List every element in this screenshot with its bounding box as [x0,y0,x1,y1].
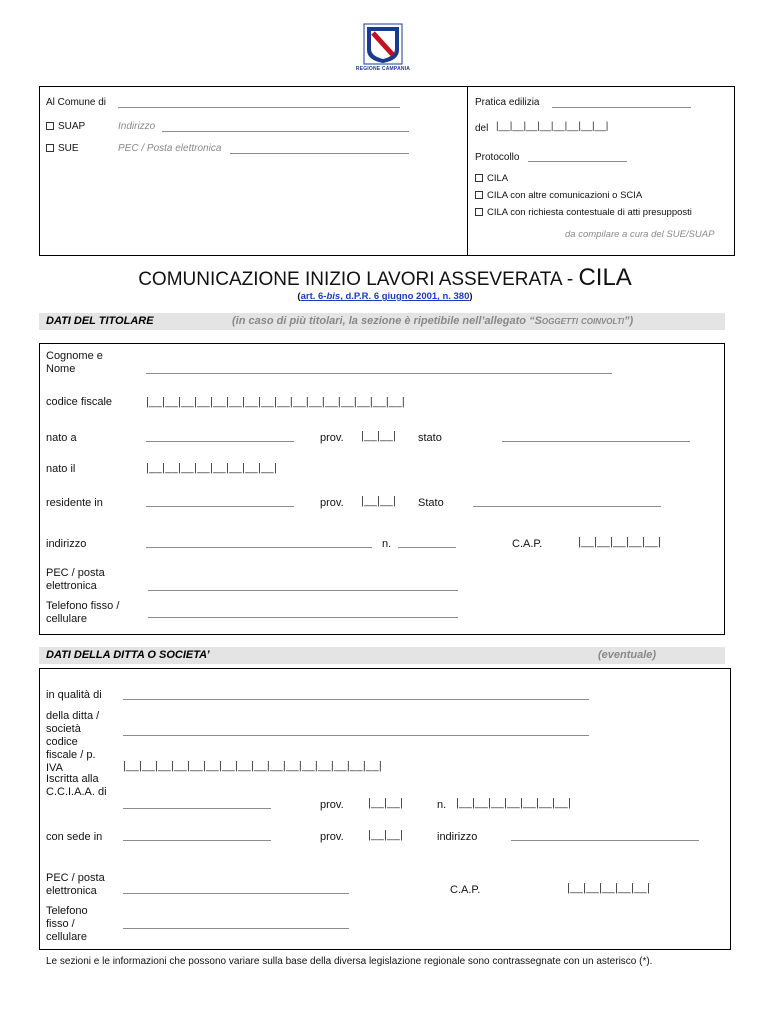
ditta-cf-field[interactable]: |__|__|__|__|__|__|__|__|__|__|__|__|__|__|__|__| [123,760,383,772]
ditta-field[interactable] [123,735,589,736]
pratica-label: Pratica edilizia [475,97,540,108]
cciaa-n-field[interactable]: |__|__|__|__|__|__|__| [456,797,572,809]
telefono-field[interactable] [148,617,458,618]
ref-open: ( [297,291,301,302]
option-cila-atti[interactable] [475,207,692,218]
ref-close: ) [469,291,473,302]
titolare-band-title: DATI DEL TITOLARE [46,315,154,327]
sue-label: SUE [58,143,79,154]
comune-label: Al Comune di [46,97,107,108]
qualita-label: in qualità di [46,689,102,701]
option-cila-label: CILA [487,173,509,184]
band-note-a: (in caso di più titolari, la sezione è ripetibile nell’allegato “ [232,315,535,327]
sue-option[interactable] [46,143,79,154]
pec-label: PEC / posta elettronica [46,567,105,592]
sede-indirizzo-label: indirizzo [437,831,478,843]
option-cila-atti-label: CILA con richiesta contestuale di atti presupposti [487,207,692,218]
titolare-box [39,343,725,635]
sue-checkbox[interactable] [46,144,54,152]
numero-label: n. [382,538,392,550]
ditta-label: della ditta / società [46,710,100,735]
residente-label: residente in [46,497,103,509]
form-title-main: COMUNICAZIONE INIZIO LAVORI ASSEVERATA - [138,269,579,290]
sede-field[interactable] [123,840,271,841]
cila-atti-checkbox[interactable] [475,208,483,216]
form-title-cila: CILA [578,264,632,291]
nato-il-field[interactable]: |__|__|__|__|__|__|__|__| [146,462,278,474]
ditta-pec-field[interactable] [123,893,349,894]
cciaa-label: Iscritta alla C.C.I.A.A. di [46,773,107,798]
ditta-telefono-field[interactable] [123,928,349,929]
pratica-field[interactable] [552,107,691,108]
legal-reference-link[interactable] [300,291,473,302]
ditta-cf-label: codice fiscale / p. IVA [46,736,96,774]
res-stato-label: Stato [418,497,444,509]
ditta-band-title: DATI DELLA DITTA O SOCIETA’ [46,649,210,661]
cciaa-n-label: n. [437,799,447,811]
telefono-label: Telefono fisso / cellulare [46,600,120,625]
indirizzo-label: indirizzo [46,538,87,550]
sede-label: con sede in [46,831,103,843]
sue-pec-field[interactable] [230,153,409,154]
sede-indirizzo-field[interactable] [511,840,699,841]
pec-field[interactable] [148,590,458,591]
option-cila-scia-label: CILA con altre comunicazioni o SCIA [487,190,643,201]
sede-prov-field[interactable]: |__|__| [368,829,404,841]
res-prov-label: prov. [320,497,344,509]
suap-label: SUAP [58,121,86,132]
nato-prov-label: prov. [320,432,344,444]
cap-field[interactable]: |__|__|__|__|__| [578,536,662,548]
cila-checkbox[interactable] [475,174,483,182]
suap-checkbox[interactable] [46,122,54,130]
nato-a-label: nato a [46,432,77,444]
cognome-field[interactable] [146,373,612,374]
del-date-field[interactable]: |__|__|__|__|__|__|__|__| [496,121,609,132]
indirizzo-placeholder: Indirizzo [118,121,156,132]
band-note-c: ”) [623,315,634,327]
protocollo-field[interactable] [528,161,627,162]
res-prov-field[interactable]: |__|__| [361,495,397,507]
ref-b: , d.P.R. 6 giugno 2001, n. 380 [340,291,470,302]
cognome-label: Cognome e Nome [46,350,103,375]
ditta-telefono-label: Telefono fisso / cellulare [46,905,88,943]
protocollo-label: Protocollo [475,152,520,163]
form-title [0,264,770,292]
cciaa-field[interactable] [123,808,271,809]
nato-prov-field[interactable]: |__|__| [361,430,397,442]
nato-il-label: nato il [46,463,76,475]
suap-option[interactable] [46,121,85,132]
cap-label: C.A.P. [512,538,543,550]
del-label: del [475,123,489,134]
sede-prov-label: prov. [320,831,344,843]
option-cila[interactable] [475,173,508,184]
ditta-pec-label: PEC / posta elettronica [46,872,105,897]
nato-a-field[interactable] [146,441,294,442]
numero-field[interactable] [398,547,456,548]
suap-indirizzo-field[interactable] [162,131,409,132]
pec-placeholder: PEC / Posta elettronica [118,143,222,154]
cciaa-prov-field[interactable]: |__|__| [368,797,404,809]
option-cila-scia[interactable] [475,190,642,201]
comune-field[interactable] [118,107,400,108]
cila-scia-checkbox[interactable] [475,191,483,199]
residente-field[interactable] [146,506,294,507]
ref-a: art. 6- [300,291,327,302]
nato-stato-field[interactable] [502,441,690,442]
ditta-cap-field[interactable]: |__|__|__|__|__| [567,882,651,894]
ref-bis: bis [326,291,341,302]
band-note-b: Soggetti coinvolti [534,315,624,327]
titolare-band-note [232,315,633,327]
res-stato-field[interactable] [473,506,661,507]
regione-campania-logo [350,22,416,78]
compile-note: da compilare a cura del SUE/SUAP [565,229,715,240]
ditta-band-note: (eventuale) [598,649,657,661]
nato-stato-label: stato [418,432,442,444]
logo-caption: REGIONE CAMPANIA [355,66,411,72]
qualita-field[interactable] [123,699,589,700]
cf-field[interactable]: |__|__|__|__|__|__|__|__|__|__|__|__|__|__|__|__| [146,396,406,408]
ditta-box [39,668,731,950]
ditta-cap-label: C.A.P. [450,884,481,896]
indirizzo-field[interactable] [146,547,372,548]
legal-reference [0,291,770,302]
header-divider [467,86,468,256]
footer-note: Le sezioni e le informazioni che possono variare sulla base della diversa legislazione regionale sono contrassegnate con un asterisco (*). [46,956,653,967]
cciaa-prov-label: prov. [320,799,344,811]
cf-label: codice fiscale [46,396,113,408]
